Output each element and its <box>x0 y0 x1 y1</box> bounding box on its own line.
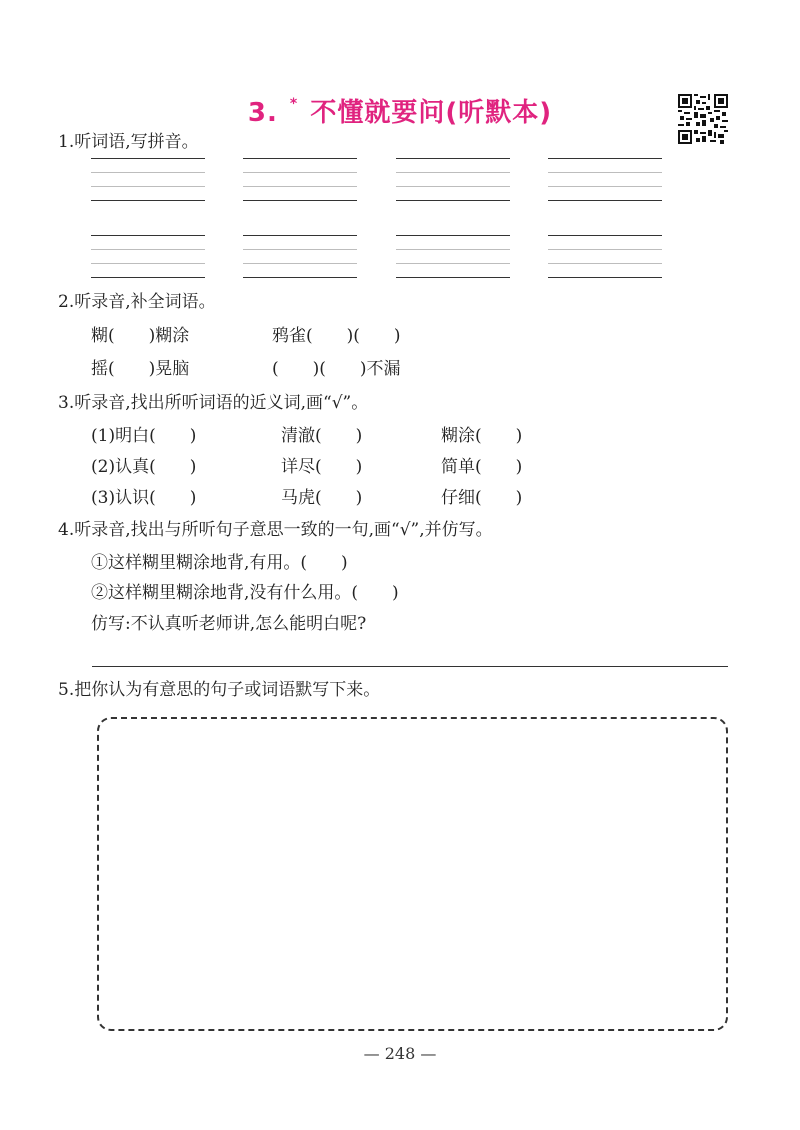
pinyin-writing-box[interactable] <box>243 235 357 279</box>
pinyin-guide-line-solid <box>396 277 510 278</box>
pinyin-guide-line-solid <box>548 158 662 159</box>
pinyin-guide-line-thin <box>91 172 205 173</box>
pinyin-guide-line-solid <box>91 235 205 236</box>
q3-row2-item1: (2)认真( ) <box>91 457 197 477</box>
pinyin-guide-line-solid <box>91 200 205 201</box>
q3-row1-item1: (1)明白( ) <box>91 426 197 446</box>
q3-row2-item3: 简单( ) <box>441 457 523 477</box>
pinyin-guide-line-thin <box>91 186 205 187</box>
q3-row1-item3: 糊涂( ) <box>441 426 523 446</box>
question-4-prompt: 4.听录音,找出与所听句子意思一致的一句,画“√”,并仿写。 <box>58 520 493 540</box>
pinyin-writing-box[interactable] <box>91 235 205 279</box>
pinyin-guide-line-thin <box>396 263 510 264</box>
pinyin-guide-line-solid <box>548 200 662 201</box>
q3-row3-item3: 仔细( ) <box>441 488 523 508</box>
question-3-prompt: 3.听录音,找出所听词语的近义词,画“√”。 <box>58 393 369 413</box>
question-2-prompt: 2.听录音,补全词语。 <box>58 292 216 312</box>
pinyin-guide-line-thin <box>548 172 662 173</box>
q2-row2-item1: 摇( )晃脑 <box>91 359 190 379</box>
pinyin-guide-line-solid <box>396 235 510 236</box>
pinyin-guide-line-solid <box>243 200 357 201</box>
pinyin-writing-box[interactable] <box>396 235 510 279</box>
pinyin-writing-box[interactable] <box>91 158 205 202</box>
pinyin-writing-box[interactable] <box>396 158 510 202</box>
pinyin-writing-box[interactable] <box>243 158 357 202</box>
pinyin-guide-line-thin <box>396 249 510 250</box>
title-prefix: 3. <box>247 98 278 128</box>
pinyin-guide-line-thin <box>548 249 662 250</box>
q2-row1-item1: 糊( )糊涂 <box>91 326 190 346</box>
q2-row2-item2: ( )( )不漏 <box>272 359 401 379</box>
q4-option-1: ①这样糊里糊涂地背,有用。( ) <box>91 553 348 573</box>
dictation-answer-box[interactable] <box>97 717 728 1031</box>
title-star: * <box>289 96 299 112</box>
q3-row1-item2: 清澈( ) <box>281 426 363 446</box>
pinyin-guide-line-thin <box>548 186 662 187</box>
pinyin-guide-line-thin <box>243 249 357 250</box>
question-1-prompt: 1.听词语,写拼音。 <box>58 132 199 152</box>
pinyin-guide-line-thin <box>91 249 205 250</box>
title-main: 不懂就要问(听默本) <box>310 98 553 128</box>
q3-row3-item1: (3)认识( ) <box>91 488 197 508</box>
q3-row2-item2: 详尽( ) <box>281 457 363 477</box>
pinyin-guide-line-solid <box>396 200 510 201</box>
pinyin-guide-line-solid <box>548 277 662 278</box>
q4-answer-line[interactable] <box>92 666 728 667</box>
q4-imitate-prompt: 仿写:不认真听老师讲,怎么能明白呢? <box>91 614 367 634</box>
pinyin-guide-line-solid <box>91 277 205 278</box>
pinyin-guide-line-thin <box>91 263 205 264</box>
pinyin-guide-line-solid <box>396 158 510 159</box>
pinyin-guide-line-solid <box>548 235 662 236</box>
pinyin-writing-box[interactable] <box>548 158 662 202</box>
pinyin-guide-line-solid <box>91 158 205 159</box>
pinyin-writing-box[interactable] <box>548 235 662 279</box>
pinyin-guide-line-thin <box>548 263 662 264</box>
pinyin-guide-line-solid <box>243 277 357 278</box>
pinyin-guide-line-thin <box>243 263 357 264</box>
pinyin-guide-line-solid <box>243 235 357 236</box>
pinyin-guide-line-thin <box>396 172 510 173</box>
pinyin-guide-line-thin <box>243 172 357 173</box>
qr-code-icon[interactable] <box>678 94 728 144</box>
question-5-prompt: 5.把你认为有意思的句子或词语默写下来。 <box>58 680 381 700</box>
q2-row1-item2: 鸦雀( )( ) <box>272 326 401 346</box>
pinyin-guide-line-thin <box>396 186 510 187</box>
pinyin-guide-line-solid <box>243 158 357 159</box>
q4-option-2: ②这样糊里糊涂地背,没有什么用。( ) <box>91 583 399 603</box>
page-number: — 248 — <box>363 1044 437 1063</box>
q3-row3-item2: 马虎( ) <box>281 488 363 508</box>
pinyin-guide-line-thin <box>243 186 357 187</box>
